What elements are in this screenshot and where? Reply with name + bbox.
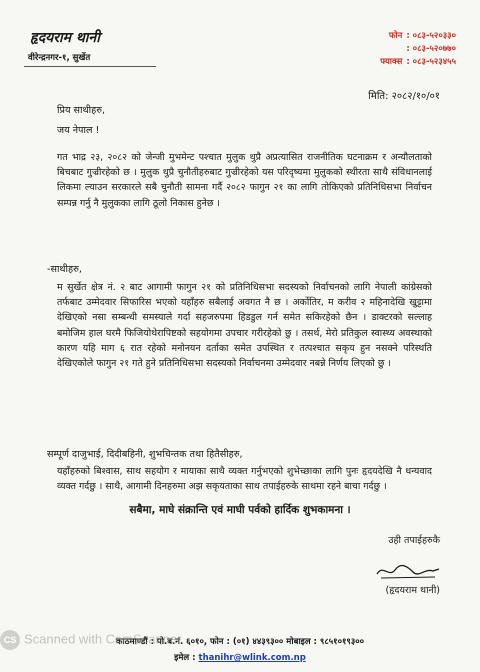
signature-graphic	[373, 560, 443, 582]
letterhead-rule	[24, 66, 156, 67]
address-all: सम्पूर्ण दाजुभाई, दिदीबहिनी, शुभचिन्तक तथा हितैसीहरु,	[47, 449, 243, 460]
watermark-text: Scanned with CamScanner	[24, 631, 182, 647]
letterhead-address: वीरेन्द्रनगर-१, सुर्खेत	[28, 53, 91, 63]
salutation: प्रिय साथीहरु,	[57, 105, 106, 116]
wishes-line: सबैमा, माघे संक्रान्ति एवं माघी पर्वको हार्दिक शुभकामना ।	[129, 504, 351, 516]
footer-email-label: इमेल :	[174, 653, 196, 663]
contact-phone-1	[358, 30, 456, 41]
footer-contact-line: काठमाण्डौं : पो.ब.नं. ६०१०, फोन : (०१) ४४३९३०० मोबाइल : ९८५१०१९३००	[115, 637, 365, 647]
contact-fax	[358, 56, 456, 67]
paragraph-1: गत भाद्र २३, २०८२ को जेन्जी मुभमेन्ट पश्चात मुलुक थुप्रै अप्रत्यासित राजनीतिक घटनाक्रम र अन्यौलताको बिचबाट गुज्रीरहेको छ । मुलुक थुप्रै चुनौतीहरुबाट गुज्रीरहेको यस परिदृष्यमा मुलुकको स्थीरता साथै संविधानलाई लिकमा ल्याउन सरकारले सबै चुनौती सामना गर्दै २०८२ फागुन २१ का लागि तोकिएको प्रतिनिधिसभा निर्वाचन सम्पन्न गर्नु नै मुलुकका लागि ठूलो निकास हुनेछ ।	[57, 152, 432, 209]
contact-value: : ०८३-५२३४५५	[406, 57, 456, 67]
signer-name: (हृदयराम थानी)	[385, 585, 440, 596]
footer-email-link[interactable]: thanihr@wlink.com.np	[198, 653, 306, 663]
camscanner-logo-icon: CS	[0, 630, 20, 650]
greeting: जय नेपाल !	[57, 125, 100, 136]
letterhead-name: हृदयराम थानी	[30, 30, 100, 46]
paragraph-2: म सुर्खेत क्षेत्र नं. २ बाट आगामी फागुन २१ को प्रतिनिधिसभा सदस्यको निर्वाचनको लागि नेपाली कांग्रेसको तर्फबाट उम्मेदवार सिफारिस भएको यहाँहरु सबैलाई अवगत नै छ । अर्कोतिर, म करीव २ महिनादेखि खुट्टामा देखिएको नसा सम्बन्धी समस्याले गर्दा सहजरुपमा हिडडुल गर्न समेत सकिरहेको छैन । डाक्टरको सल्लाह बमोजिम हाल घरमै फिजियोथेरापिष्टको सहयोगमा उपचार गरीरहेको छु । तसर्थ, मेरो प्रतिकुल स्वास्थ्य अवस्थाको कारण यहि माग ६ रात रहेको मनोनयन दर्ताका समेत उपस्थित र तत्पश्चात सकृय हुन नसक्ने परिस्थति देखिएकोले फागुन २१ गते हुने प्रतिनिधिसभा सदस्यको निर्वाचनमा उम्मेदवार नबन्ने निर्णय लिएको छु ।	[57, 282, 432, 370]
footer-email-line	[0, 652, 480, 663]
contact-value: : ०८३-५२०३३०	[406, 31, 456, 41]
paragraph-3: यहाँहरुको बिश्वास, साथ सहयोग र मायाका साथै व्यक्त गर्नुभएको शुभेच्छाका लागि पुनः हृदयदेखि नै धन्यवाद व्यक्त गर्दछु । साथै, आगामी दिनहरुमा अझ सकृयताका साथ तपाईहरुके साथमा रहने बाचा गर्दछु ।	[57, 466, 432, 493]
contact-label: फोन	[388, 31, 403, 41]
subheading-friends: -साथीहरु,	[47, 264, 82, 275]
letter-date: मिति: २०८२/१०/०१	[368, 91, 440, 102]
contact-phone-2	[358, 43, 456, 54]
contact-label: फ्याक्स	[380, 57, 403, 67]
contact-value: : ०८३-५२०७७०	[406, 44, 456, 54]
scanner-watermark	[0, 630, 182, 650]
closing: उही तपाईहरुकै	[388, 535, 440, 546]
